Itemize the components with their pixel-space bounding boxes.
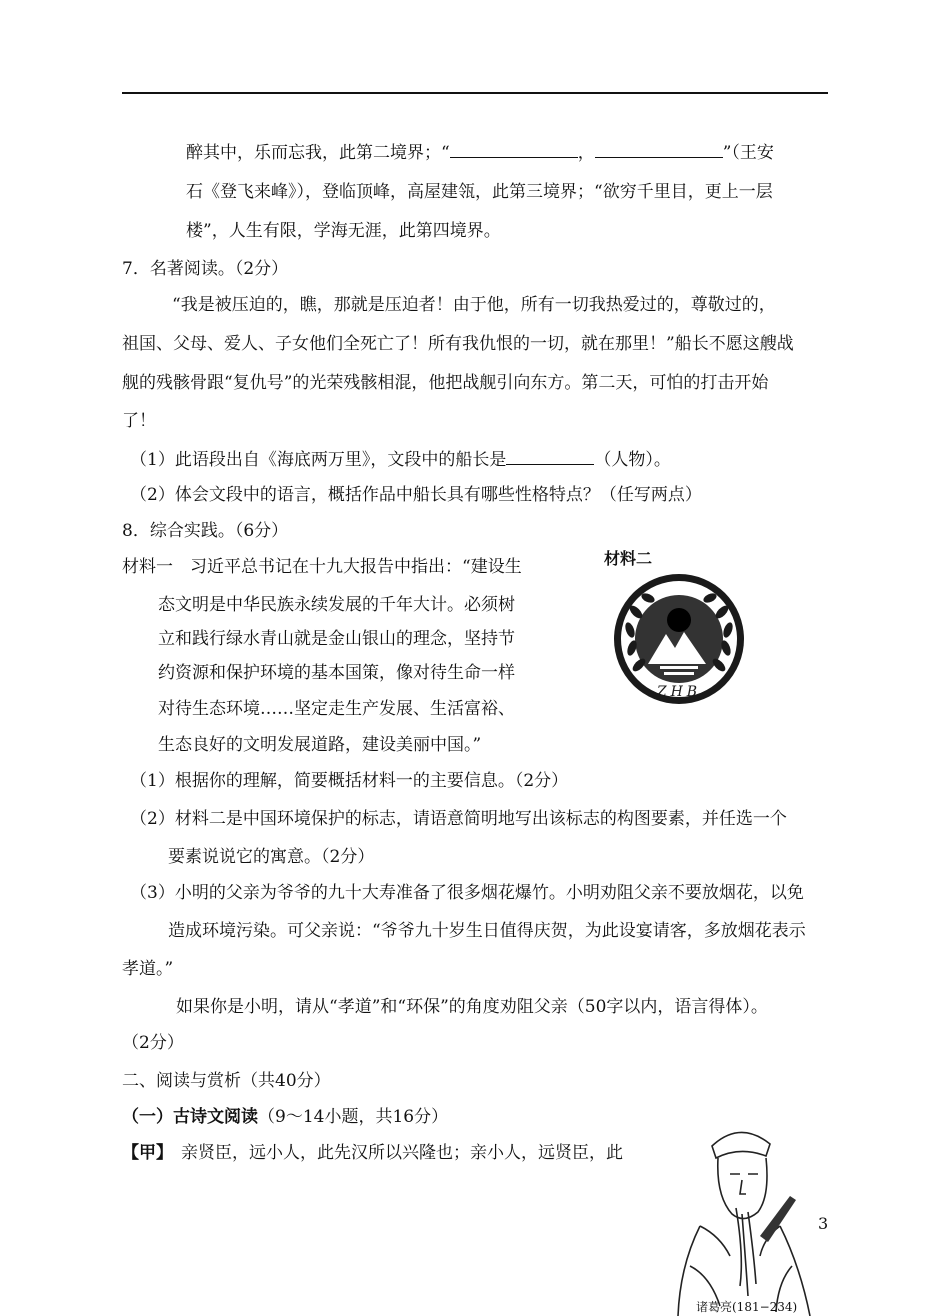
q7-sub-1-suffix: （人物）。	[594, 450, 671, 470]
q8-sub-3-line-3: 孝道。”	[122, 959, 174, 979]
q8-title: 8．综合实践。（6分）	[122, 521, 289, 541]
subsection-1-title	[122, 1106, 448, 1128]
q6-text-b: ”（王安	[722, 143, 774, 163]
q6-line-2: 石《登飞来峰》），登临顶峰，高屋建瓴，此第三境界；“欲穷千里目，更上一层	[186, 182, 773, 202]
material1-line-4: 约资源和保护环境的基本国策，像对待生命一样	[158, 663, 515, 683]
q8-sub-3-line-2: 造成环境污染。可父亲说：“爷爷九十岁生日值得庆贺，为此设宴请客，多放烟花表示	[168, 921, 806, 941]
portrait-headdress	[712, 1132, 770, 1158]
header-rule	[122, 92, 828, 94]
feather-fan-icon	[760, 1196, 796, 1242]
q7-sub-2: （2）体会文段中的语言，概括作品中船长具有哪些性格特点？（任写两点）	[130, 485, 702, 505]
material1-line-3: 立和践行绿水青山就是金山银山的理念，坚持节	[158, 629, 515, 649]
q6-comma: ，	[577, 143, 595, 163]
portrait-caption: 诸葛亮(181−234)	[696, 1300, 798, 1314]
q7-passage-line-3: 舰的残骸骨跟“复仇号”的光荣残骸相混，他把战舰引向东方。第二天，可怕的打击开始	[122, 373, 769, 393]
answer-blank-1[interactable]	[450, 141, 578, 158]
q7-title: 7．名著阅读。（2分）	[122, 259, 289, 279]
q8-sub-3-line-4: 如果你是小明，请从“孝道”和“环保”的角度劝阻父亲（50字以内，语言得体）。	[176, 997, 768, 1017]
sun-icon	[667, 608, 691, 632]
subsection-1-range: （9～14小题，共16分）	[258, 1107, 449, 1127]
portrait-beard	[736, 1208, 756, 1296]
page-number: 3	[818, 1214, 829, 1233]
water-wave-2	[664, 672, 694, 675]
passage-jia-line-1	[122, 1142, 623, 1164]
material1-line-5: 对待生态环境……坚定走生产发展、生活富裕、	[158, 699, 515, 719]
material1-line-6: 生态良好的文明发展道路，建设美丽中国。”	[158, 735, 482, 755]
emblem-letters: ZHB	[656, 684, 702, 700]
material1-line-1: 材料一 习近平总书记在十九大报告中指出：“建设生	[122, 557, 522, 577]
subsection-1-label: （一）古诗文阅读	[122, 1107, 258, 1127]
environmental-protection-emblem	[612, 572, 746, 706]
passage-jia-text: 亲贤臣，远小人，此先汉所以兴隆也；亲小人，远贤臣，此	[181, 1143, 623, 1163]
q8-sub-1: （1）根据你的理解，简要概括材料一的主要信息。（2分）	[130, 771, 569, 791]
q8-sub-2-line-1: （2）材料二是中国环境保护的标志，请语意简明地写出该标志的构图要素，并任选一个	[130, 809, 787, 829]
q8-sub-3-line-5: （2分）	[122, 1033, 184, 1053]
answer-blank-2[interactable]	[595, 141, 723, 158]
q7-passage-line-4: 了！	[122, 411, 156, 431]
material2-label: 材料二	[604, 549, 653, 568]
portrait-nose	[740, 1180, 746, 1194]
q7-passage-line-2: 祖国、父母、爱人、子女他们全死亡了！所有我仇恨的一切，就在那里！”船长不愿这艘战	[122, 334, 794, 354]
q8-sub-2-line-2: 要素说说它的寓意。（2分）	[168, 847, 375, 867]
answer-blank-captain[interactable]	[506, 448, 594, 465]
q6-line-1	[186, 141, 774, 164]
q6-text-a: 醉其中，乐而忘我，此第二境界；“	[186, 143, 450, 163]
q7-sub-1-text: （1）此语段出自《海底两万里》，文段中的船长是	[130, 450, 507, 470]
q7-sub-1	[130, 448, 671, 471]
zhuge-liang-portrait	[660, 1116, 820, 1316]
water-wave-1	[660, 666, 698, 669]
q6-line-3: 楼”，人生有限，学海无涯，此第四境界。	[186, 221, 501, 241]
material1-line-2: 态文明是中华民族永续发展的千年大计。必须树	[158, 595, 515, 615]
q8-sub-3-line-1: （3）小明的父亲为爷爷的九十大寿准备了很多烟花爆竹。小明劝阻父亲不要放烟花，以免	[130, 883, 804, 903]
portrait-face	[718, 1158, 767, 1219]
passage-jia-tag: 【甲】	[122, 1143, 173, 1163]
section-2-title: 二、阅读与赏析（共40分）	[122, 1071, 331, 1091]
q7-passage-line-1: “我是被压迫的，瞧，那就是压迫者！由于他，所有一切我热爱过的，尊敬过的，	[172, 295, 776, 315]
